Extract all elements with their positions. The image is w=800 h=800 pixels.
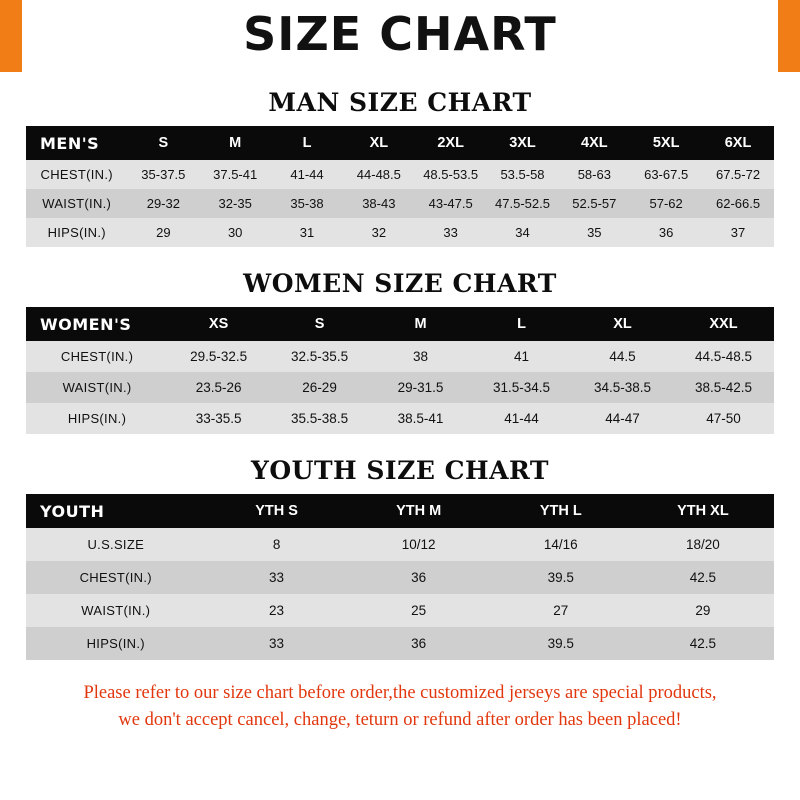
table-cell: 63-67.5 xyxy=(644,167,689,182)
table-cell: 53.5-58 xyxy=(500,167,545,182)
table-cell: 37.5-41 xyxy=(213,167,258,182)
section-title-youth: YOUTH SIZE CHART xyxy=(251,456,549,485)
content xyxy=(0,88,800,734)
table-cell: 29-31.5 xyxy=(397,380,444,395)
column-header: L xyxy=(302,135,312,151)
table-cell: 33 xyxy=(443,225,458,240)
table-cell: 32.5-35.5 xyxy=(291,349,349,364)
page-title: SIZE CHART xyxy=(243,7,557,61)
column-header: 2XL xyxy=(437,135,464,151)
table-cell: 52.5-57 xyxy=(572,196,617,211)
table-cell: 39.5 xyxy=(547,570,574,585)
table-cell: 62-66.5 xyxy=(715,196,761,211)
table-cell: 31.5-34.5 xyxy=(492,380,551,395)
column-header: XL xyxy=(613,316,632,332)
column-header: 5XL xyxy=(652,135,680,151)
table-cell: 67.5-72 xyxy=(715,167,761,182)
table-cell: 34.5-38.5 xyxy=(593,380,651,395)
table-cell: 30 xyxy=(227,225,243,240)
column-header: WOMEN'S xyxy=(40,314,132,334)
column-header: 4XL xyxy=(581,135,608,151)
table-cell: 35.5-38.5 xyxy=(291,411,349,426)
row-header: CHEST(IN.) xyxy=(79,570,152,585)
notice-line-1: Please refer to our size chart before order,the customized jerseys are special products, xyxy=(83,683,717,703)
row-header: WAIST(IN.) xyxy=(62,380,132,395)
table-cell: 42.5 xyxy=(689,570,717,585)
column-header: XS xyxy=(208,316,229,332)
section-title-man: MAN SIZE CHART xyxy=(268,88,532,117)
table-row xyxy=(26,594,774,627)
table-cell: 48.5-53.5 xyxy=(423,167,479,182)
row-header: WAIST(IN.) xyxy=(42,196,112,211)
row-header: HIPS(IN.) xyxy=(47,225,106,240)
column-header: 3XL xyxy=(509,135,536,151)
table-cell: 41 xyxy=(513,349,530,364)
table-cell: 41-44 xyxy=(290,167,324,182)
table-cell: 39.5 xyxy=(547,636,574,651)
section-title-women: WOMEN SIZE CHART xyxy=(243,269,557,298)
table-cell: 14/16 xyxy=(543,537,578,552)
column-header: 6XL xyxy=(724,135,752,151)
table-cell: 29.5-32.5 xyxy=(190,349,248,364)
table-cell: 32 xyxy=(371,225,387,240)
table-row xyxy=(26,403,774,434)
table-cell: 10/12 xyxy=(401,537,436,552)
row-header: HIPS(IN.) xyxy=(67,411,127,426)
table-cell: 37 xyxy=(730,225,746,240)
section-women xyxy=(26,269,774,434)
column-header: MEN'S xyxy=(40,133,100,153)
table-cell: 33 xyxy=(269,570,285,585)
table-cell: 34 xyxy=(515,225,530,240)
column-header: M xyxy=(414,316,427,332)
table-cell: 23 xyxy=(269,603,285,618)
banner-inner xyxy=(22,0,778,72)
table-cell: 29-32 xyxy=(146,196,180,211)
table-cell: 36 xyxy=(411,570,427,585)
table-cell: 23.5-26 xyxy=(195,380,242,395)
table-cell: 44-48.5 xyxy=(356,167,401,182)
table-cell: 44.5-48.5 xyxy=(694,349,752,364)
column-header: YOUTH xyxy=(40,501,105,521)
table-cell: 33-35.5 xyxy=(195,411,242,426)
table-header-row xyxy=(26,307,774,341)
table-cell: 32-35 xyxy=(218,196,252,211)
table-cell: 18/20 xyxy=(686,537,720,552)
table-cell: 42.5 xyxy=(689,636,717,651)
notice-line-2: we don't accept cancel, change, teturn or refund after order has been placed! xyxy=(118,709,682,730)
table-cell: 27 xyxy=(553,603,569,618)
table-cell: 35 xyxy=(587,225,602,240)
row-header: WAIST(IN.) xyxy=(81,603,151,618)
table-cell: 58-63 xyxy=(577,167,611,182)
table-cell: 47-50 xyxy=(706,411,741,426)
table-cell: 38-43 xyxy=(362,196,396,211)
table-cell: 57-62 xyxy=(649,196,683,211)
column-header: YTH S xyxy=(255,503,298,519)
table-cell: 35-37.5 xyxy=(141,167,186,182)
column-header: S xyxy=(158,135,169,151)
column-header: YTH L xyxy=(539,503,582,519)
column-header: XXL xyxy=(709,316,738,332)
table-cell: 36 xyxy=(658,225,674,240)
table-cell: 31 xyxy=(299,225,315,240)
table-women-sizes xyxy=(26,307,774,434)
column-header: YTH XL xyxy=(677,503,729,519)
table-row xyxy=(26,627,774,660)
row-header: CHEST(IN.) xyxy=(60,349,134,364)
table-cell: 29 xyxy=(156,225,171,240)
table-youth-sizes xyxy=(26,494,774,660)
column-header: YTH M xyxy=(396,503,442,519)
column-header: XL xyxy=(369,135,389,151)
column-header: M xyxy=(229,135,242,151)
row-header: HIPS(IN.) xyxy=(86,636,145,651)
table-cell: 26-29 xyxy=(302,380,337,395)
table-row xyxy=(26,528,774,561)
table-header-row xyxy=(26,126,774,160)
table-row xyxy=(26,160,774,189)
table-cell: 38.5-42.5 xyxy=(694,380,752,395)
row-header: CHEST(IN.) xyxy=(40,167,113,182)
table-row xyxy=(26,372,774,403)
table-row xyxy=(26,218,774,247)
table-cell: 35-38 xyxy=(290,196,324,211)
notice-text xyxy=(26,680,774,734)
section-youth xyxy=(26,456,774,660)
table-cell: 33 xyxy=(269,636,285,651)
table-cell: 38 xyxy=(413,349,429,364)
table-cell: 8 xyxy=(272,537,281,552)
table-cell: 25 xyxy=(411,603,427,618)
table-cell: 38.5-41 xyxy=(397,411,444,426)
table-header-row xyxy=(26,494,774,528)
table-cell: 43-47.5 xyxy=(428,196,473,211)
table-cell: 44.5 xyxy=(609,349,636,364)
table-cell: 47.5-52.5 xyxy=(495,196,550,211)
column-header: L xyxy=(517,316,526,332)
table-cell: 36 xyxy=(411,636,427,651)
section-man xyxy=(26,88,774,247)
table-row xyxy=(26,189,774,218)
banner xyxy=(0,0,800,72)
table-cell: 41-44 xyxy=(504,411,539,426)
column-header: S xyxy=(314,316,325,332)
table-man-sizes xyxy=(26,126,774,247)
table-row xyxy=(26,341,774,372)
row-header: U.S.SIZE xyxy=(87,537,145,552)
table-cell: 29 xyxy=(695,603,711,618)
table-row xyxy=(26,561,774,594)
table-cell: 44-47 xyxy=(605,411,640,426)
